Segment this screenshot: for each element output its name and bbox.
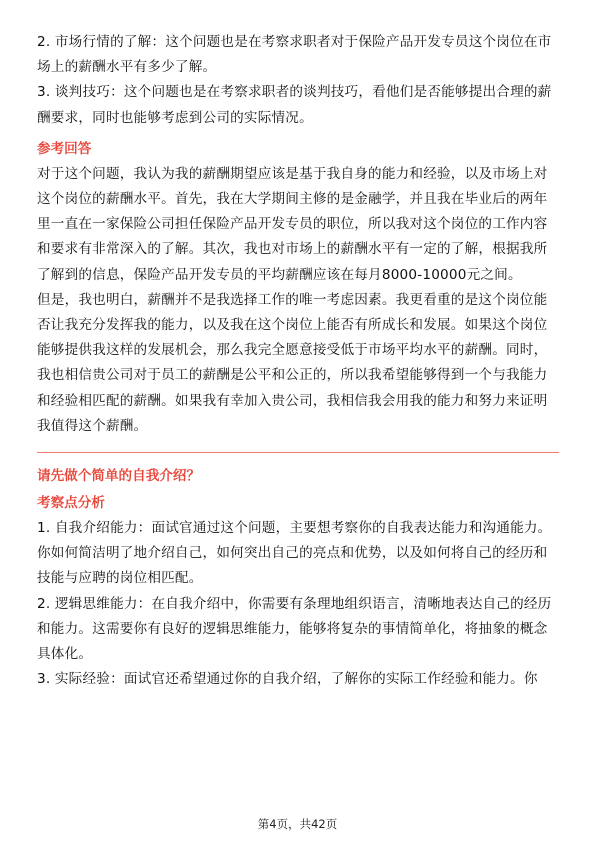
section-divider	[37, 452, 559, 453]
analysis-item-1: 1. 自我介绍能力：面试官通过这个问题，主要想考察你的自我表达能力和沟通能力。你如何简洁明了地介绍自己，如何突出自己的亮点和优势，以及如何将自己的经历和技能与应聘的岗位相匹配。	[37, 520, 552, 587]
page-number: 第4页，共42页	[257, 817, 338, 831]
document-page	[37, 30, 559, 692]
answer-paragraph-1: 对于这个问题，我认为我的薪酬期望应该是基于我自身的能力和经验，以及市场上对这个岗位的薪酬水平。首先，我在大学期间主修的是金融学，并且我在毕业后的两年里一直在一家保险公司担任保险产品开发专员的职位，所以我对这个岗位的工作内容和要求有非常深入的了解。其次，我也对市场上的薪酬水平有一定的了解，根据我所了解到的信息，保险产品开发专员的平均薪酬应该在每月8000-10000元之间。	[37, 165, 548, 283]
analysis-item-2: 2. 市场行情的了解：这个问题也是在考察求职者对于保险产品开发专员这个岗位在市场上的薪酬水平有多少了解。	[37, 34, 552, 76]
reference-answer-heading: 参考回答	[37, 140, 92, 157]
answer-paragraph-2: 但是，我也明白，薪酬并不是我选择工作的唯一考虑因素。我更看重的是这个岗位能否让我充分发挥我的能力，以及我在这个岗位上能否有所成长和发展。如果这个岗位能够提供我这样的发展机会，那么我完全愿意接受低于市场平均水平的薪酬。同时，我也相信贵公司对于员工的薪酬是公平和公正的，所以我希望能够得到一个与我能力和经验相匹配的薪酬。如果我有幸加入贵公司，我相信我会用我的能力和努力来证明我值得这个薪酬。	[37, 291, 548, 434]
analysis-item-3b: 3. 实际经验：面试官还希望通过你的自我介绍，了解你的实际工作经验和能力。你	[37, 671, 538, 688]
analysis-heading: 考察点分析	[37, 495, 105, 512]
interview-question: 请先做个简单的自我介绍？	[37, 468, 201, 485]
analysis-item-3: 3. 谈判技巧：这个问题也是在考察求职者的谈判技巧，看他们是否能够提出合理的薪酬要求，同时也能够考虑到公司的实际情况。	[37, 84, 552, 126]
analysis-item-2b: 2. 逻辑思维能力：在自我介绍中，你需要有条理地组织语言，清晰地表达自己的经历和能力。这需要你有良好的逻辑思维能力，能够将复杂的事情简单化，将抽象的概念具体化。	[37, 595, 552, 663]
